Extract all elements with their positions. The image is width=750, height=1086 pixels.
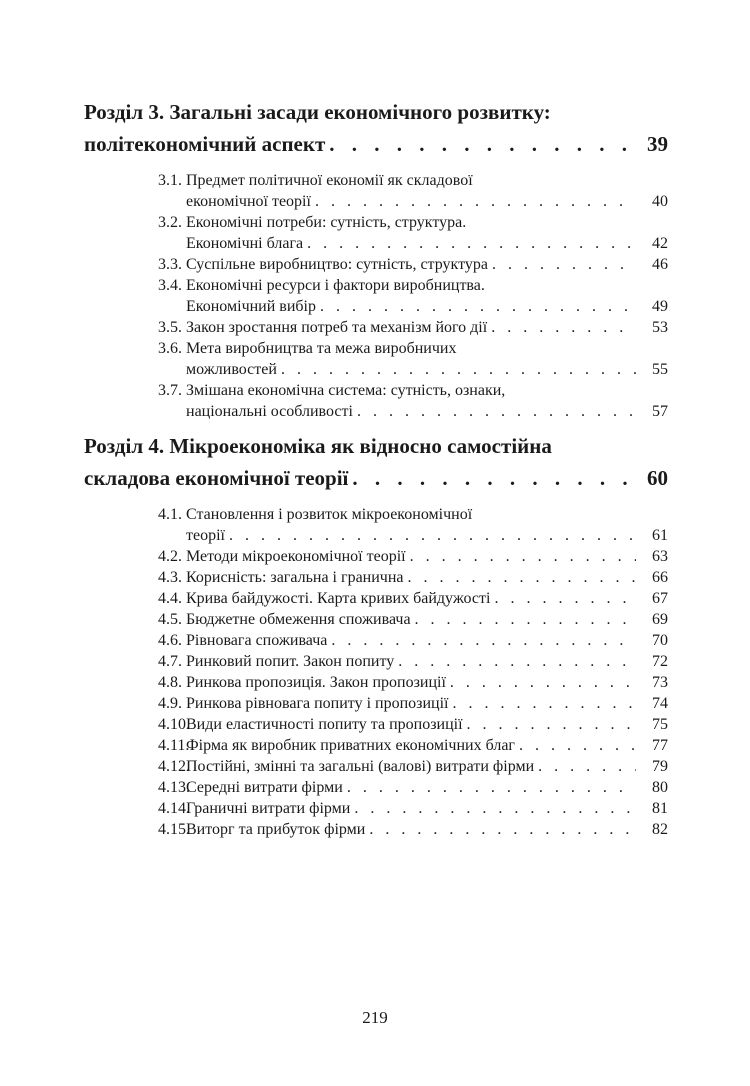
toc-entry-leader: [158, 630, 668, 651]
dot-leader: [467, 714, 636, 735]
toc-entry-leader: [158, 191, 668, 212]
toc-entry-page: 67: [652, 590, 668, 607]
toc-entry-page: 40: [652, 193, 668, 210]
toc-entry-number: 4.13.: [158, 779, 190, 796]
toc-entry-number: 4.15.: [158, 821, 190, 838]
toc-entry-title-cont: теорії: [186, 527, 225, 544]
dot-leader: [369, 819, 636, 840]
toc-entry-title: Ринкова пропозиція. Закон пропозиції: [186, 674, 446, 691]
toc-entry-title: Економічні потреби: сутність, структура.: [186, 214, 467, 231]
dot-leader: [354, 798, 636, 819]
toc-entry-number: 3.3.: [158, 256, 182, 273]
toc-entry-leader: [158, 756, 668, 777]
toc-entry-page: 57: [652, 403, 668, 420]
toc-section-3: [84, 96, 668, 422]
toc-entry[interactable]: [158, 630, 668, 651]
toc-entry-title: Рівновага споживача: [186, 632, 328, 649]
dot-leader: [519, 735, 636, 756]
toc-entry-leader: [158, 588, 668, 609]
dot-leader: [538, 756, 636, 777]
toc-entry-page: 70: [652, 632, 668, 649]
dot-leader: [229, 525, 636, 546]
dot-leader: [450, 672, 636, 693]
toc-entry-page: 75: [652, 716, 668, 733]
toc-entry-page: 55: [652, 361, 668, 378]
dot-leader: [347, 777, 636, 798]
toc-entry-number: 3.4.: [158, 277, 182, 294]
toc-entry-title: Становлення і розвиток мікроекономічної: [186, 506, 473, 523]
toc-entry-number: 4.7.: [158, 653, 182, 670]
toc-entry-title: Виторг та прибуток фірми: [186, 821, 366, 838]
toc-entry-number: 3.5.: [158, 319, 182, 336]
toc-items: [158, 504, 668, 840]
toc-entry-title: Граничні витрати фірми: [186, 800, 351, 817]
toc-entry-leader: [158, 798, 668, 819]
section-page-number: 39: [647, 132, 668, 156]
toc-entry-title: Змішана економічна система: сутність, ознаки,: [186, 382, 506, 399]
toc-entry-line: [158, 380, 668, 401]
toc-entry-leader: [158, 567, 668, 588]
dot-leader: [320, 296, 636, 317]
toc-entry[interactable]: [158, 317, 668, 338]
toc-entry-leader: [158, 735, 668, 756]
toc-entry-leader: [158, 714, 668, 735]
dot-leader: [315, 191, 636, 212]
toc-entry-number: 3.6.: [158, 340, 182, 357]
toc-entry-number: 4.11.: [158, 737, 190, 754]
toc-entry-line: [158, 212, 668, 233]
toc-entry-number: 4.2.: [158, 548, 182, 565]
toc-entry-number: 4.10.: [158, 716, 190, 733]
toc-entry-title: Види еластичності попиту та пропозиції: [186, 716, 463, 733]
toc-entry[interactable]: [158, 275, 668, 317]
toc-entry-title: Мета виробництва та межа виробничих: [186, 340, 457, 357]
toc-entry[interactable]: [158, 567, 668, 588]
dot-leader: [357, 401, 636, 422]
section-page-number: 60: [647, 466, 668, 490]
toc-entry[interactable]: [158, 380, 668, 422]
toc-entry-line: [158, 504, 668, 525]
toc-entry-page: 81: [652, 800, 668, 817]
toc-entry-page: 66: [652, 569, 668, 586]
toc-entry-title-cont: національні особливості: [186, 403, 353, 420]
toc-entry-leader: [158, 254, 668, 275]
toc-entry-title: Фірма як виробник приватних економічних благ: [186, 737, 515, 754]
dot-leader: [492, 254, 636, 275]
toc-entry[interactable]: [158, 254, 668, 275]
toc-entry-leader: [158, 546, 668, 567]
toc-entry-title: Бюджетне обмеження споживача: [186, 611, 411, 628]
toc-entry-title-cont: можливостей: [186, 361, 277, 378]
toc-entry-number: 4.5.: [158, 611, 182, 628]
toc-entry-number: 4.8.: [158, 674, 182, 691]
toc-entry-title: Суспільне виробництво: сутність, структура: [186, 256, 488, 273]
toc-entry[interactable]: [158, 693, 668, 714]
page-number: 219: [362, 1008, 388, 1027]
toc-entry[interactable]: [158, 588, 668, 609]
toc-entry-leader: [158, 317, 668, 338]
toc-entry-number: 3.7.: [158, 382, 182, 399]
toc-entry-title: Економічні ресурси і фактори виробництва.: [186, 277, 485, 294]
toc-entry-page: 63: [652, 548, 668, 565]
dot-leader: [307, 233, 636, 254]
toc-entry-page: 79: [652, 758, 668, 775]
toc-entry-title: Корисність: загальна і гранична: [186, 569, 404, 586]
toc-entry-page: 53: [652, 319, 668, 336]
toc-entry-page: 46: [652, 256, 668, 273]
toc-entry[interactable]: [158, 338, 668, 380]
toc-entry-leader: [158, 296, 668, 317]
toc-entry-leader: [158, 777, 668, 798]
toc-entry[interactable]: [158, 651, 668, 672]
dot-leader: [281, 359, 636, 380]
toc-entry-number: 3.1.: [158, 172, 182, 189]
toc-entry-number: 4.3.: [158, 569, 182, 586]
toc-entry-leader: [158, 672, 668, 693]
toc-entry-page: 49: [652, 298, 668, 315]
toc-entry-leader: [158, 651, 668, 672]
toc-entry-number: 4.14.: [158, 800, 190, 817]
toc-entry-title: Постійні, змінні та загальні (валові) витрати фірми: [186, 758, 535, 775]
toc-entry-leader: [158, 401, 668, 422]
dot-leader: [494, 588, 636, 609]
toc-entry-page: 72: [652, 653, 668, 670]
toc-entry-page: 69: [652, 611, 668, 628]
toc-entry-page: 82: [652, 821, 668, 838]
toc-entry-leader: [158, 359, 668, 380]
section-title-line1: Розділ 4. Мікроекономіка як відносно самостійна: [84, 434, 552, 458]
toc-items: [158, 170, 668, 422]
section-title-line2: політекономічний аспект: [84, 132, 326, 156]
toc-entry[interactable]: [158, 819, 668, 840]
toc-entry-leader: [158, 609, 668, 630]
toc-entry-line: [158, 275, 668, 296]
toc-entry-leader: [158, 693, 668, 714]
toc-entry-title: Методи мікроекономічної теорії: [186, 548, 406, 565]
toc-entry-title-cont: Економічний вибір: [186, 298, 316, 315]
section-heading: [84, 430, 668, 494]
toc-entry-page: 80: [652, 779, 668, 796]
toc-entry-leader: [158, 819, 668, 840]
section-title-leader: [84, 128, 668, 160]
toc-entry-title: Середні витрати фірми: [186, 779, 343, 796]
toc-entry-line: [158, 170, 668, 191]
toc-entry[interactable]: [158, 546, 668, 567]
dot-leader: [408, 567, 637, 588]
toc-entry-title: Предмет політичної економії як складової: [186, 172, 473, 189]
toc-entry-number: 4.4.: [158, 590, 182, 607]
toc-entry[interactable]: [158, 756, 668, 777]
toc-entry-leader: [158, 525, 668, 546]
toc-entry-leader: [158, 233, 668, 254]
section-heading: [84, 96, 668, 160]
dot-leader: [329, 128, 636, 160]
toc-entry[interactable]: [158, 212, 668, 254]
dot-leader: [352, 462, 636, 494]
toc-entry[interactable]: [158, 609, 668, 630]
toc-entry-page: 42: [652, 235, 668, 252]
toc-entry-line: [158, 338, 668, 359]
toc-entry-title-cont: Економічні блага: [186, 235, 304, 252]
toc-entry-title: Крива байдужості. Карта кривих байдужості: [186, 590, 491, 607]
toc-entry-number: 4.9.: [158, 695, 182, 712]
toc-entry-page: 77: [652, 737, 668, 754]
toc-entry-page: 73: [652, 674, 668, 691]
dot-leader: [331, 630, 636, 651]
dot-leader: [491, 317, 636, 338]
toc-entry[interactable]: [158, 170, 668, 212]
dot-leader: [410, 546, 636, 567]
toc-entry-number: 3.2.: [158, 214, 182, 231]
toc-entry-page: 61: [652, 527, 668, 544]
dot-leader: [452, 693, 636, 714]
toc-entry[interactable]: [158, 798, 668, 819]
toc-entry-page: 74: [652, 695, 668, 712]
toc-entry-title-cont: економічної теорії: [186, 193, 311, 210]
toc-entry-number: 4.12.: [158, 758, 190, 775]
toc-entry[interactable]: [158, 735, 668, 756]
section-title-line2: складова економічної теорії: [84, 466, 349, 490]
toc-entry[interactable]: [158, 714, 668, 735]
toc-section-4: [84, 430, 668, 840]
toc-entry[interactable]: [158, 777, 668, 798]
toc-entry-number: 4.6.: [158, 632, 182, 649]
toc-entry-number: 4.1.: [158, 506, 182, 523]
toc-entry-title: Закон зростання потреб та механізм його дії: [186, 319, 488, 336]
toc-entry-title: Ринковий попит. Закон попиту: [186, 653, 395, 670]
toc-entry-title: Ринкова рівновага попиту і пропозиції: [186, 695, 449, 712]
dot-leader: [398, 651, 636, 672]
toc-entry[interactable]: [158, 504, 668, 546]
section-title-line1: Розділ 3. Загальні засади економічного розвитку:: [84, 100, 551, 124]
section-title-leader: [84, 462, 668, 494]
toc-entry[interactable]: [158, 672, 668, 693]
dot-leader: [415, 609, 636, 630]
